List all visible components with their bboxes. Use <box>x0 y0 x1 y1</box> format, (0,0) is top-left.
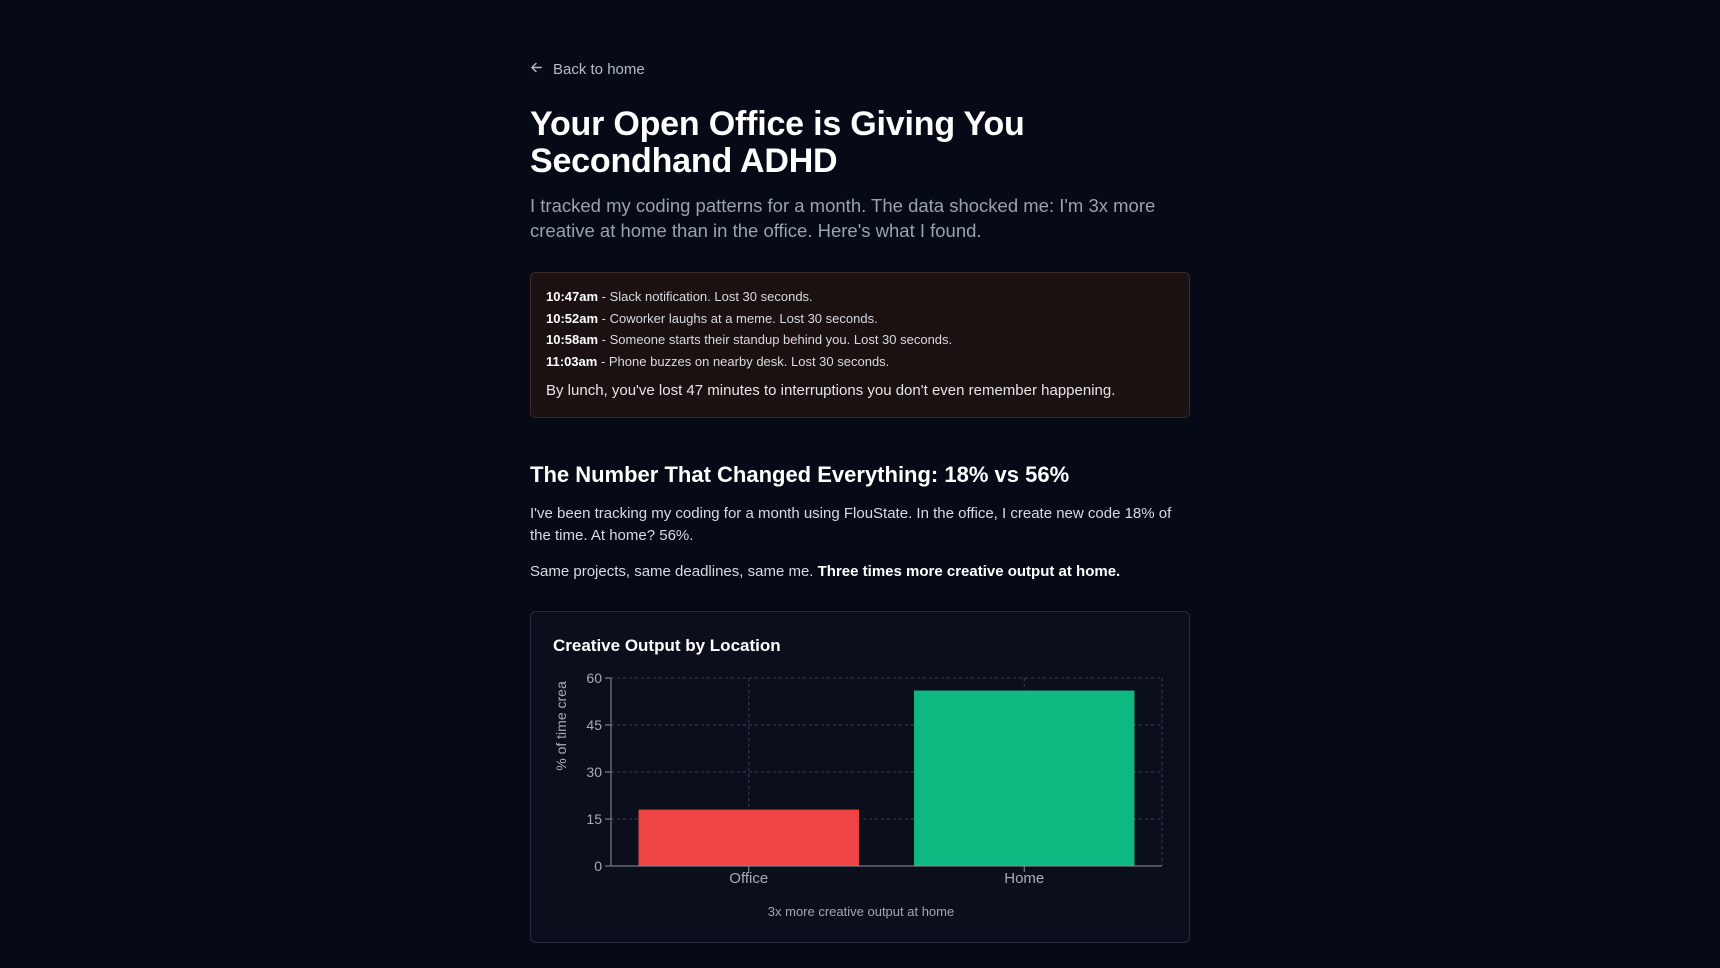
log-text: - Slack notification. Lost 30 seconds. <box>598 289 813 304</box>
y-tick-label: 30 <box>586 764 602 780</box>
paragraph-summary <box>530 561 1190 583</box>
log-entry <box>546 286 1174 308</box>
log-entry <box>546 351 1174 373</box>
log-time: 10:58am <box>546 332 599 347</box>
log-text: - Someone starts their standup behind you. Lost 30 seconds. <box>598 332 953 347</box>
log-entry <box>546 308 1174 330</box>
log-text: - Phone buzzes on nearby desk. Lost 30 seconds. <box>597 353 890 369</box>
paragraph-plain: Same projects, same deadlines, same me. <box>530 563 818 580</box>
log-entry <box>546 329 1174 351</box>
chart-card <box>530 611 1190 943</box>
paragraph-emphasis: Three times more creative output at home. <box>817 563 1121 580</box>
log-summary: By lunch, you've lost 47 minutes to interruptions you don't even remember happening. <box>546 382 1116 399</box>
y-tick-label: 60 <box>586 670 602 686</box>
arrow-left-icon <box>530 61 543 78</box>
y-tick-label: 45 <box>586 717 602 733</box>
y-tick-label: 15 <box>586 811 602 827</box>
chart-caption: 3x more creative output at home <box>767 904 955 919</box>
bar-office <box>639 810 859 866</box>
log-time: 10:47am <box>546 289 599 304</box>
y-tick-label: 0 <box>594 858 602 874</box>
chart-title: Creative Output by Location <box>553 636 781 655</box>
article-title: Your Open Office is Giving You Secondhand ADHD <box>530 105 1025 180</box>
log-text: - Coworker laughs at a meme. Lost 30 seconds. <box>598 310 878 326</box>
bar-home <box>914 691 1134 866</box>
x-tick-label: Home <box>1004 870 1045 887</box>
interruption-log <box>530 272 1190 418</box>
y-axis-label: % of time crea <box>553 681 569 771</box>
log-time: 11:03am <box>546 353 598 369</box>
log-time: 10:52am <box>546 310 599 326</box>
section-heading: The Number That Changed Everything: 18% vs 56% <box>530 462 1070 487</box>
back-to-home-link[interactable] <box>530 58 1190 80</box>
article-subtitle: I tracked my coding patterns for a month. The data shocked me: I'm 3x more creative at home than in the office. Here's what I found. <box>530 195 1156 241</box>
paragraph-tracking: I've been tracking my coding for a month using FlouState. In the office, I create new code 18% of the time. At home? 56%. <box>530 505 1172 544</box>
x-tick-label: Office <box>729 870 769 887</box>
back-link-label: Back to home <box>553 60 645 78</box>
bar-chart <box>531 612 1191 902</box>
